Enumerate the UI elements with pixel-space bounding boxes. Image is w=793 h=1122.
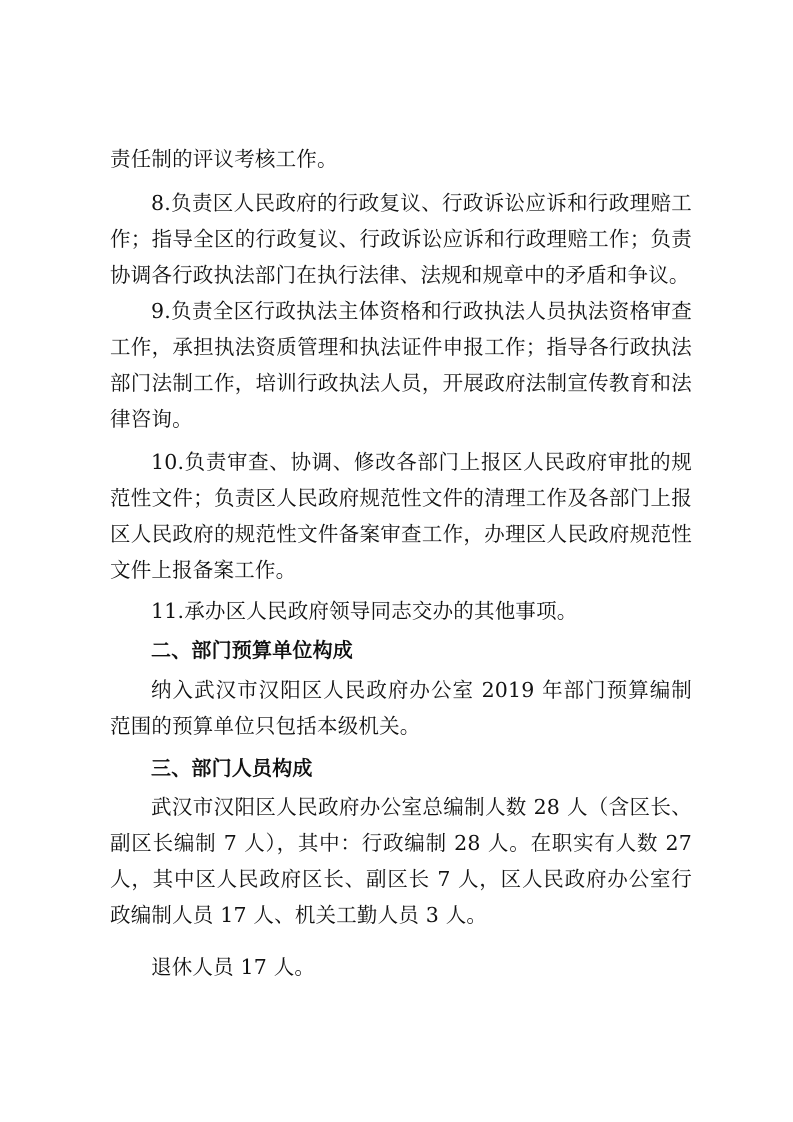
paragraph-item-9: 9.负责全区行政执法主体资格和行政执法人员执法资格审查工作，承担执法资质管理和执法证件申报工作；指导各行政执法部门法制工作，培训行政执法人员，开展政府法制宣传教育和法律咨询。 (110, 299, 692, 431)
paragraph-retired: 退休人员 17 人。 (151, 955, 316, 979)
paragraph-item-10: 10.负责审查、协调、修改各部门上报区人民政府审批的规范性文件；负责区人民政府规范性文件的清理工作及各部门上报区人民政府的规范性文件备案审查工作，办理区人民政府规范性文件上报备案工作。 (110, 450, 692, 582)
paragraph-budget-units: 纳入武汉市汉阳区人民政府办公室 2019 年部门预算编制范围的预算单位只包括本级机关。 (110, 678, 692, 738)
section-heading-budget-units: 二、部门预算单位构成 (151, 638, 353, 662)
paragraph-continued: 责任制的评议考核工作。 (110, 147, 338, 171)
paragraph-item-8: 8.负责区人民政府的行政复议、行政诉讼应诉和行政理赔工作；指导全区的行政复议、行政诉讼应诉和行政理赔工作；负责协调各行政执法部门在执行法律、法规和规章中的矛盾和争议。 (110, 191, 692, 287)
section-heading-staff: 三、部门人员构成 (151, 756, 313, 780)
paragraph-item-11: 11.承办区人民政府领导同志交办的其他事项。 (151, 599, 578, 623)
paragraph-staff: 武汉市汉阳区人民政府办公室总编制人数 28 人（含区长、副区长编制 7 人），其中：行政编制 28 人。在职实有人数 27 人，其中区人民政府区长、副区长 7 人，区人民政府办公室行政编制人员 17 人、机关工勤人员 3 人。 (110, 795, 692, 927)
